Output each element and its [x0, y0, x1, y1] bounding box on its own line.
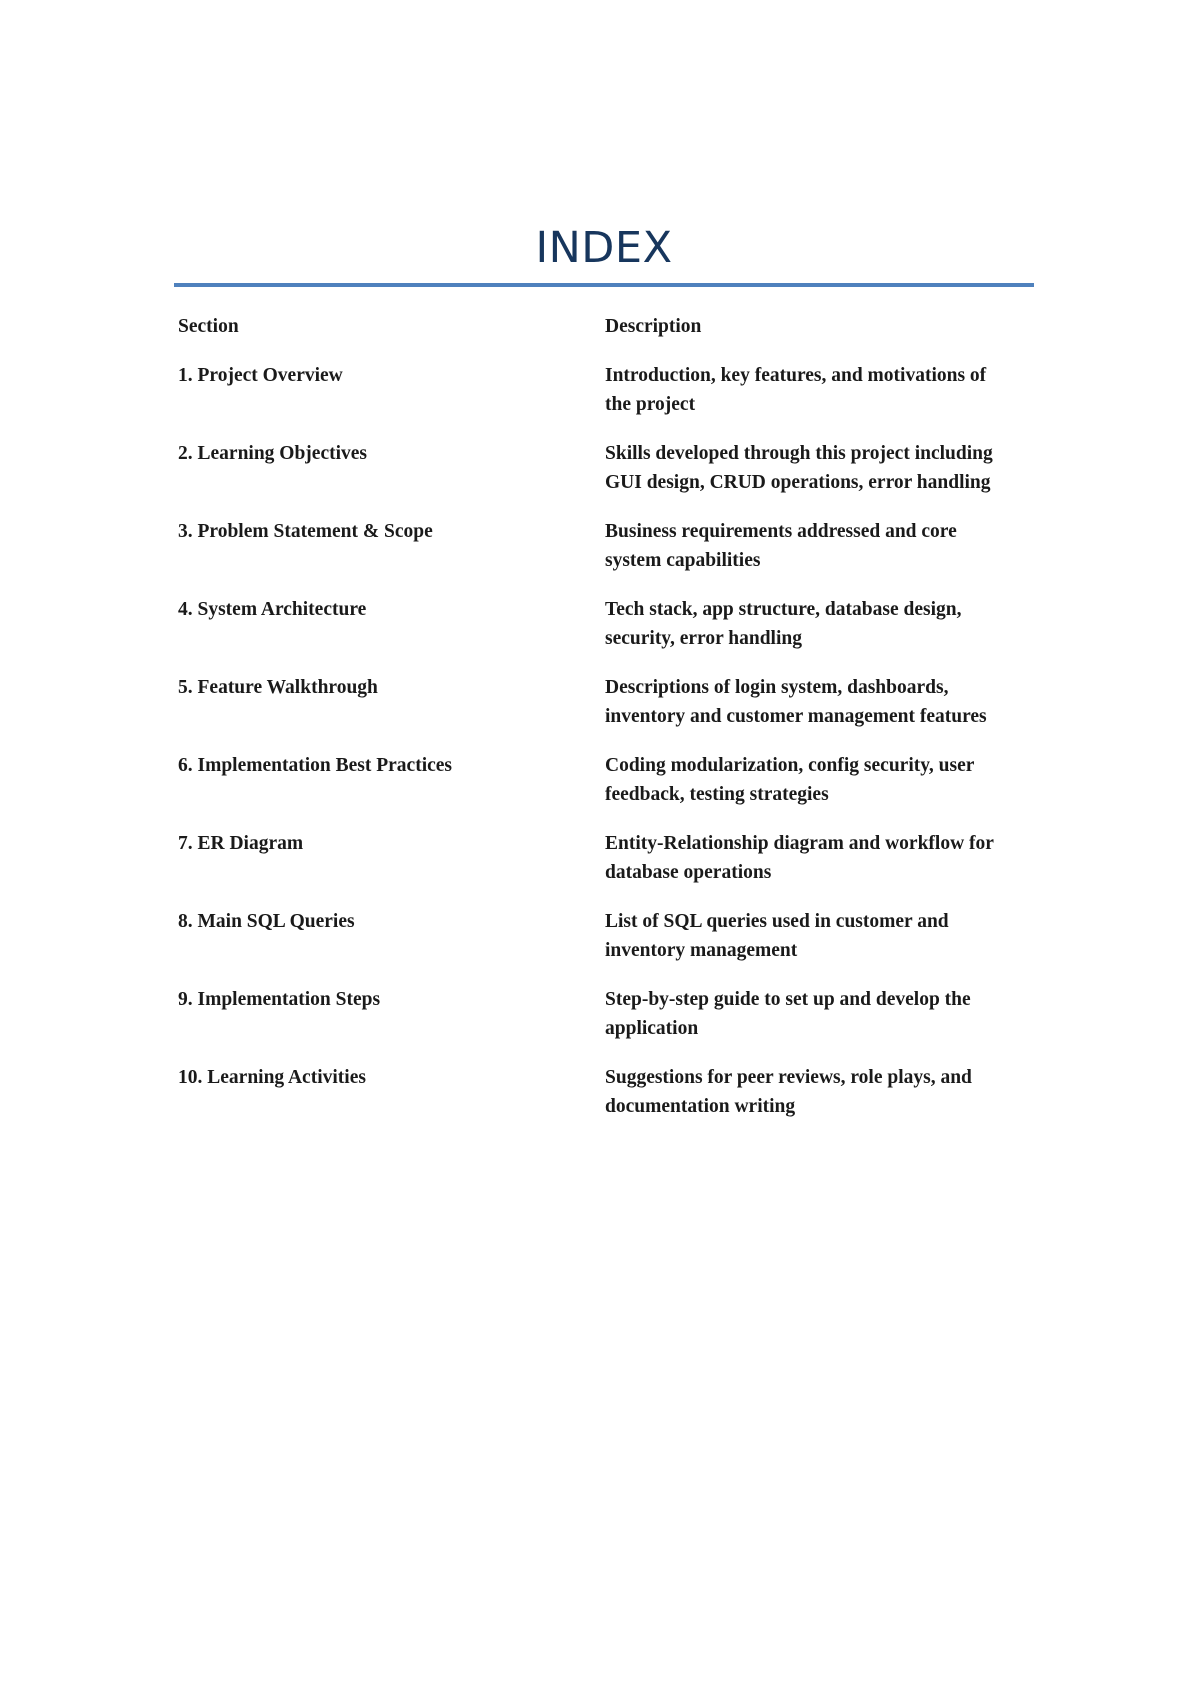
- index-row: [178, 985, 1018, 1044]
- section-description: Coding modularization, config security, user feedback, testing strategies: [605, 754, 975, 805]
- index-row: [178, 829, 1018, 888]
- section-title: 6. Implementation Best Practices: [178, 754, 453, 776]
- section-description: Descriptions of login system, dashboards, inventory and customer management features: [605, 676, 987, 727]
- section-title: 8. Main SQL Queries: [178, 910, 355, 932]
- index-row: [178, 907, 1018, 966]
- section-description: Skills developed through this project including GUI design, CRUD operations, error handling: [605, 442, 993, 493]
- page-title: INDEX: [535, 223, 673, 273]
- index-row: [178, 439, 1018, 498]
- section-title: 10. Learning Activities: [178, 1066, 366, 1088]
- section-title: 5. Feature Walkthrough: [178, 676, 378, 698]
- section-column-header: Section: [178, 316, 239, 337]
- section-description: Step-by-step guide to set up and develop the application: [605, 988, 971, 1039]
- section-description: Suggestions for peer reviews, role plays, and documentation writing: [605, 1066, 972, 1117]
- index-row: [178, 361, 1018, 420]
- section-description: Introduction, key features, and motivations of the project: [605, 364, 987, 415]
- section-title: 4. System Architecture: [178, 598, 367, 620]
- section-description: Tech stack, app structure, database design, security, error handling: [605, 598, 962, 649]
- index-row: [178, 673, 1018, 732]
- index-row: [178, 1063, 1018, 1122]
- section-description: Entity-Relationship diagram and workflow for database operations: [605, 832, 994, 883]
- section-description: Business requirements addressed and core system capabilities: [605, 520, 957, 571]
- title-underline-rule: [174, 283, 1034, 287]
- index-row: [178, 751, 1018, 810]
- description-column-header: Description: [605, 316, 702, 337]
- section-title: 9. Implementation Steps: [178, 988, 381, 1010]
- section-title: 1. Project Overview: [178, 364, 343, 386]
- section-title: 7. ER Diagram: [178, 832, 304, 854]
- section-title: 3. Problem Statement & Scope: [178, 520, 433, 542]
- index-header-row: [178, 312, 1018, 342]
- index-row: [178, 595, 1018, 654]
- index-table: [178, 312, 1018, 1141]
- section-description: List of SQL queries used in customer and inventory management: [605, 910, 949, 961]
- index-row: [178, 517, 1018, 576]
- section-title: 2. Learning Objectives: [178, 442, 368, 464]
